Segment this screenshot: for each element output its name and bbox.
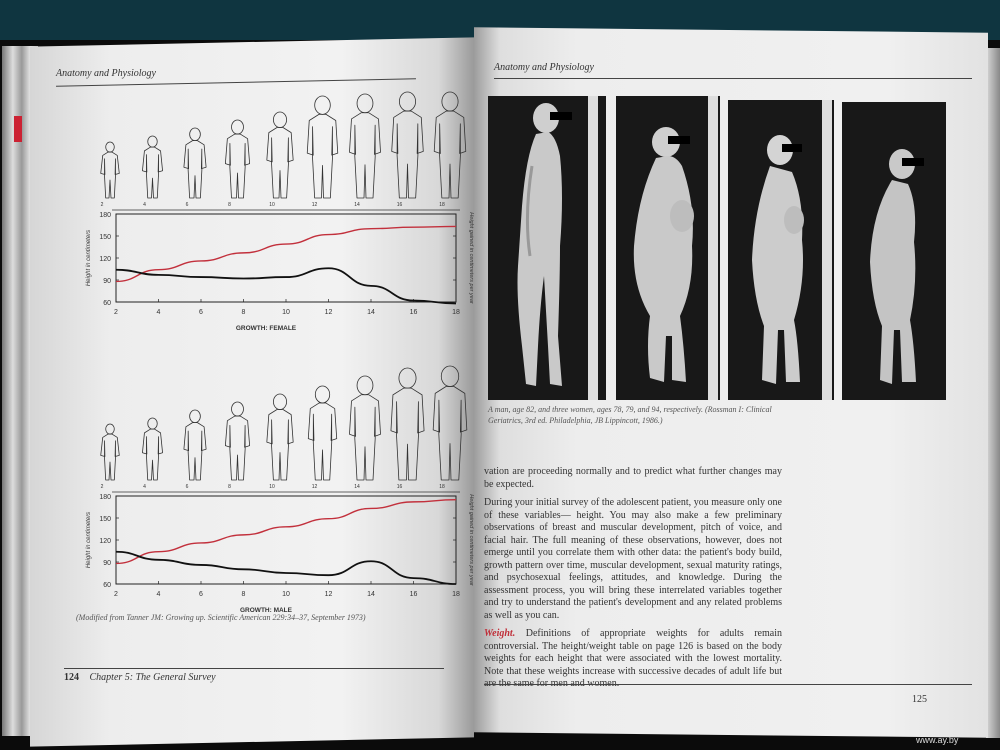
x-tick-label: 14 bbox=[367, 591, 375, 598]
figure-age-label: 14 bbox=[354, 202, 360, 208]
figure-age-label: 6 bbox=[185, 202, 189, 208]
body-paragraph-1: vation are proceeding normally and to predict what further changes may be expected. bbox=[484, 466, 782, 490]
page-edge-right bbox=[986, 48, 1000, 738]
growth-silhouette bbox=[349, 94, 380, 198]
y-tick-label: 150 bbox=[99, 234, 111, 241]
female-growth-figure bbox=[70, 80, 474, 342]
photo-caption: A man, age 82, and three women, ages 78, 79, and 94, respectively. (Rossman I: Clinical Geriatrics, 3rd ed. Philadelphia, JB Lippincott, 1986.) bbox=[488, 405, 772, 425]
x-tick-label: 2 bbox=[114, 591, 118, 598]
growth-silhouette bbox=[101, 424, 120, 480]
x-axis-label: GROWTH: MALE bbox=[240, 607, 292, 614]
velocity-curve bbox=[116, 268, 456, 303]
x-tick-label: 10 bbox=[282, 591, 290, 598]
growth-silhouette bbox=[142, 136, 162, 198]
figure-age-label: 14 bbox=[354, 484, 360, 490]
body-paragraph-2: During your initial survey of the adolescent patient, you measure only one of these variables— height. You may also make a few preliminary observations of breast and muscular development, pitch of voice, and facial hair. The full meaning of these observations, however, does not emerge until you correlate them with other data: the patient's body build, growth pattern over time, muscular development, sexual maturity ratings, and psychosexual feelings, attitudes, and knowledge. During the assessment process, you will bring these interrelated variables together and try to understand the patient's development and any related problems as well as you can. bbox=[484, 497, 782, 621]
growth-silhouette bbox=[267, 394, 293, 480]
right-page-number: 125 bbox=[912, 694, 927, 705]
photo-man-82 bbox=[488, 96, 606, 400]
growth-silhouette bbox=[184, 410, 206, 480]
figure-age-label: 4 bbox=[143, 484, 146, 490]
figure-age-label: 6 bbox=[185, 484, 189, 490]
right-axis-label: Height gained in centimeters per year bbox=[468, 212, 474, 304]
figure-age-label: 18 bbox=[439, 202, 445, 208]
source-caption: (Modified from Tanner JM: Growing up. Scientific American 229:34–37, September 1973) bbox=[76, 613, 366, 622]
photo-woman-79 bbox=[728, 100, 834, 400]
right-head-rule bbox=[494, 78, 972, 79]
height-curve bbox=[116, 226, 456, 281]
figure-age-label: 10 bbox=[269, 202, 275, 208]
growth-silhouette bbox=[307, 96, 338, 198]
growth-silhouette bbox=[184, 128, 206, 198]
figure-age-label: 8 bbox=[228, 202, 231, 208]
weight-heading: Weight. bbox=[484, 628, 516, 639]
right-axis-label: Height gained in centimeters per year bbox=[468, 494, 474, 586]
figure-age-label: 8 bbox=[228, 484, 231, 490]
growth-silhouette bbox=[142, 418, 162, 480]
photo-woman-78 bbox=[616, 96, 720, 400]
growth-silhouette bbox=[225, 120, 249, 198]
x-tick-label: 16 bbox=[409, 591, 418, 598]
left-footer-rule bbox=[64, 668, 444, 669]
x-tick-label: 8 bbox=[241, 309, 246, 316]
figure-age-label: 16 bbox=[396, 202, 403, 208]
y-axis-label: Height in centimeters bbox=[86, 229, 92, 287]
figure-age-label: 2 bbox=[100, 484, 104, 490]
chapter-title: Chapter 5: The General Survey bbox=[89, 672, 216, 683]
figure-age-label: 18 bbox=[439, 484, 445, 490]
x-tick-label: 12 bbox=[324, 309, 333, 316]
height-curve bbox=[116, 500, 456, 564]
growth-silhouette bbox=[267, 112, 293, 198]
y-tick-label: 60 bbox=[103, 582, 111, 589]
y-tick-label: 180 bbox=[99, 494, 111, 501]
male-growth-figure bbox=[70, 370, 474, 630]
left-page-number: 124 bbox=[64, 672, 79, 683]
x-tick-label: 10 bbox=[282, 309, 290, 316]
left-footer bbox=[64, 672, 216, 683]
x-tick-label: 18 bbox=[452, 591, 460, 598]
photo-woman-94 bbox=[842, 102, 946, 400]
figure-age-label: 12 bbox=[311, 484, 318, 490]
right-running-head: Anatomy and Physiology bbox=[494, 62, 594, 73]
plot-frame bbox=[116, 496, 456, 584]
y-tick-label: 180 bbox=[99, 212, 111, 219]
growth-silhouette bbox=[349, 376, 380, 480]
x-tick-label: 6 bbox=[199, 309, 203, 316]
y-tick-label: 90 bbox=[103, 278, 111, 285]
figure-age-label: 16 bbox=[396, 484, 403, 490]
growth-silhouette bbox=[391, 368, 424, 480]
x-axis-label: GROWTH: FEMALE bbox=[235, 325, 297, 332]
bookmark-tab bbox=[14, 116, 22, 142]
y-axis-label: Height in centimeters bbox=[86, 511, 92, 569]
x-tick-label: 14 bbox=[367, 309, 375, 316]
y-tick-label: 90 bbox=[103, 560, 111, 567]
x-tick-label: 12 bbox=[324, 591, 333, 598]
figure-age-label: 4 bbox=[143, 202, 146, 208]
x-tick-label: 18 bbox=[452, 309, 460, 316]
growth-silhouette bbox=[308, 386, 336, 480]
x-tick-label: 8 bbox=[241, 591, 246, 598]
growth-silhouette bbox=[434, 92, 466, 198]
y-tick-label: 60 bbox=[103, 300, 111, 307]
weight-text: Definitions of appropriate weights for adults remain controversial. The height/weight table on page 126 is based on the body weights for each height that were associated with the lowest mortality. Note that these weights increase with successive decades of adult life but bbox=[484, 628, 782, 677]
x-tick-label: 6 bbox=[199, 591, 203, 598]
x-tick-label: 4 bbox=[156, 309, 161, 316]
growth-silhouette bbox=[392, 92, 424, 198]
y-tick-label: 120 bbox=[99, 538, 111, 545]
figure-age-label: 2 bbox=[100, 202, 104, 208]
y-tick-label: 150 bbox=[99, 516, 111, 523]
watermark: www.ay.by bbox=[916, 735, 959, 745]
growth-silhouette bbox=[101, 142, 120, 198]
body-paragraph-3 bbox=[484, 628, 782, 691]
x-tick-label: 2 bbox=[114, 309, 118, 316]
figure-age-label: 12 bbox=[311, 202, 318, 208]
growth-silhouette bbox=[225, 402, 249, 480]
left-running-head: Anatomy and Physiology bbox=[56, 68, 156, 79]
x-tick-label: 16 bbox=[409, 309, 418, 316]
growth-silhouette bbox=[433, 366, 467, 480]
velocity-curve bbox=[116, 552, 456, 584]
right-footer-rule bbox=[484, 684, 972, 685]
x-tick-label: 4 bbox=[156, 591, 161, 598]
figure-age-label: 10 bbox=[269, 484, 275, 490]
y-tick-label: 120 bbox=[99, 256, 111, 263]
body-text bbox=[484, 466, 782, 697]
